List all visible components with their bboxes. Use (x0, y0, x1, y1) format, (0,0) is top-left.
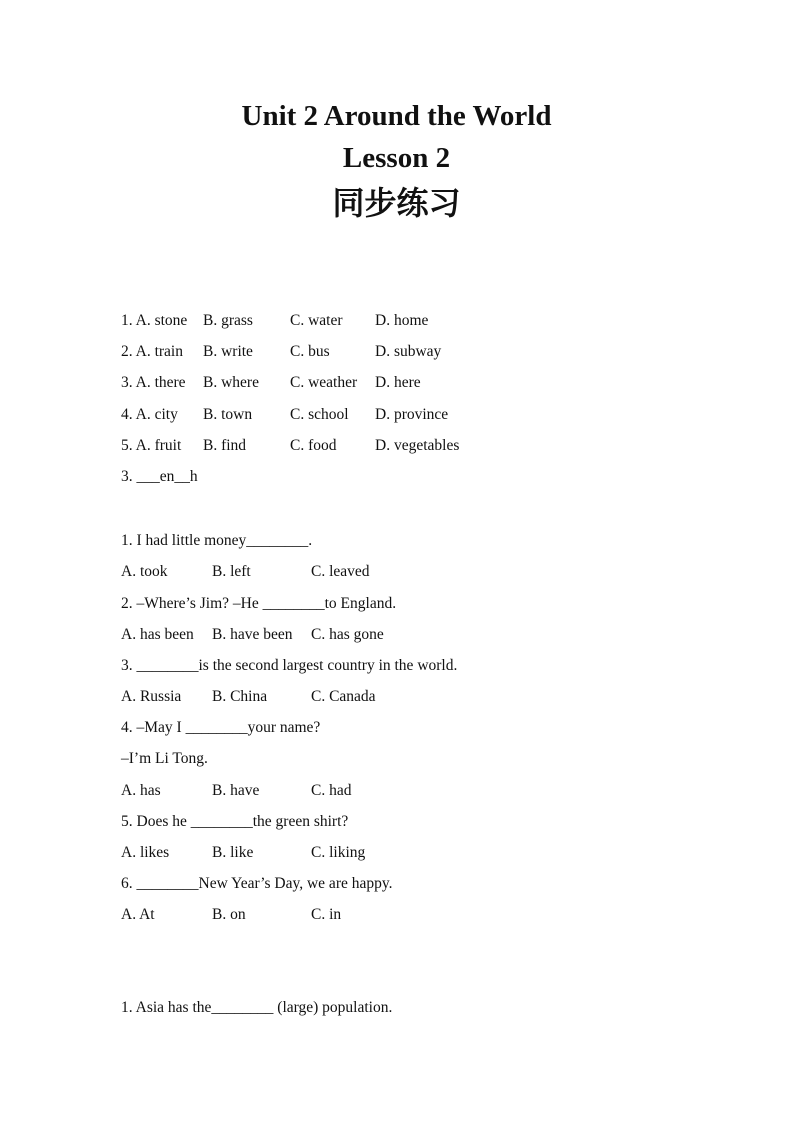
option-a: A. Russia (121, 688, 182, 706)
option-d: D. vegetables (375, 436, 460, 454)
worksheet-body (121, 305, 733, 1023)
question-6-options (121, 899, 733, 930)
option-d: D. subway (375, 343, 442, 361)
choice-row-4 (121, 399, 733, 430)
option-b: B. find (203, 436, 247, 454)
option-c: C. food (290, 436, 337, 454)
question-6: 6. ________New Year’s Day, we are happy. (121, 875, 393, 893)
unit-title: Unit 2 Around the World (241, 100, 552, 132)
option-d: D. here (375, 374, 421, 392)
option-c: C. bus (290, 343, 330, 361)
option-c: C. school (290, 405, 349, 423)
option-b: B. grass (203, 312, 253, 329)
option-b: B. town (203, 405, 253, 423)
question-4-options (121, 775, 733, 806)
fill-in-question-1: 1. Asia has the________ (large) population. (121, 998, 393, 1016)
choice-row-5 (121, 430, 733, 461)
option-c: C. leaved (311, 563, 370, 581)
choice-row-2 (121, 336, 733, 367)
option-a: 3. A. there (121, 374, 186, 392)
section-gap (121, 931, 733, 992)
choice-row-1 (121, 305, 733, 336)
option-a: 4. A. city (121, 405, 178, 423)
choice-row-3 (121, 367, 733, 398)
option-a: A. took (121, 563, 168, 581)
question-5-options (121, 837, 733, 868)
section-gap (121, 492, 733, 525)
option-c: C. Canada (311, 688, 376, 706)
question-2: 2. –Where’s Jim? –He ________to England. (121, 594, 397, 612)
option-a: A. has (121, 781, 161, 799)
question-4: 4. –May I ________your name? (121, 719, 321, 737)
option-a: 1. A. stone (121, 312, 188, 329)
option-d: D. home (375, 312, 429, 329)
option-c: C. liking (311, 844, 366, 861)
option-c: C. has gone (311, 625, 384, 643)
option-b: B. where (203, 374, 259, 392)
lesson-title: Lesson 2 (342, 142, 451, 174)
option-a: A. At (121, 906, 155, 924)
option-a: 2. A. train (121, 343, 183, 361)
option-b: B. left (212, 563, 251, 581)
question-3-options (121, 681, 733, 712)
option-b: B. like (212, 844, 254, 861)
option-a: A. likes (121, 844, 170, 861)
question-3: 3. ________is the second largest country in the world. (121, 656, 458, 674)
option-c: C. water (290, 312, 343, 329)
question-5: 5. Does he ________the green shirt? (121, 812, 349, 830)
option-c: C. in (311, 906, 342, 924)
question-1-options (121, 556, 733, 587)
title-block (0, 0, 793, 228)
fill-blank-word: 3. ___en__h (121, 467, 198, 485)
option-b: B. have been (212, 625, 293, 643)
question-4-reply: –I’m Li Tong. (121, 750, 208, 768)
option-c: C. had (311, 781, 352, 799)
option-b: B. on (212, 906, 246, 924)
option-b: B. have (212, 781, 260, 799)
practice-title: 同步练习 (332, 184, 461, 222)
option-d: D. province (375, 405, 449, 423)
option-a: 5. A. fruit (121, 436, 182, 454)
option-b: B. China (212, 688, 268, 706)
option-b: B. write (203, 343, 253, 361)
option-a: A. has been (121, 625, 194, 643)
question-2-options (121, 619, 733, 650)
option-c: C. weather (290, 374, 358, 392)
question-1: 1. I had little money________. (121, 532, 313, 550)
